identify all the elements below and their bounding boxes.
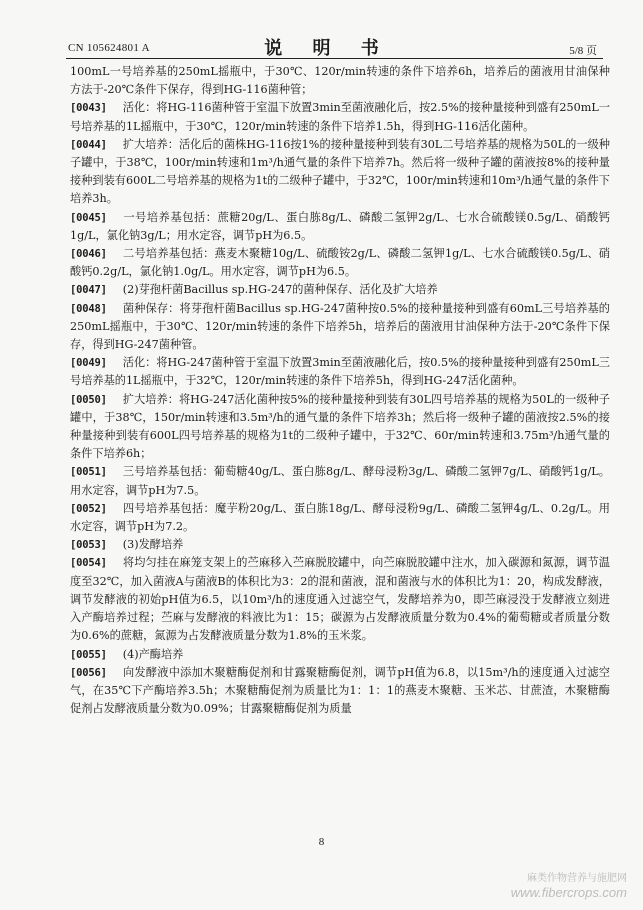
paragraph-number: [0043] [70,102,107,115]
document-title: 说 明 书 [264,38,391,59]
paragraph-text: 三号培养基包括：葡萄糖40g/L、蛋白胨8g/L、酵母浸粉3g/L、磷酸二氢钾7g/L、硝酸钙1g/L。用水定容，调节pH为7.5。 [70,465,610,497]
paragraph-number: [0049] [70,357,107,370]
paragraph [70,245,610,281]
paragraph-number: [0054] [70,557,107,570]
paragraph [70,136,610,209]
paragraph-text: (3)发酵培养 [122,538,184,552]
paragraph-number: [0053] [70,539,107,552]
paragraph [70,391,610,464]
paragraph-number: [0056] [70,666,107,679]
paragraph [70,300,610,355]
paragraph-text: 二号培养基包括：燕麦木聚糖10g/L、硫酸铵2g/L、磷酸二氢钾1g/L、七水合硫酸镁0.5g/L、硝酸钙0.2g/L，氯化钠1.0g/L。用水定容，调节pH为6.5。 [70,247,610,279]
watermark-url: www.fibercrops.com [510,885,627,900]
paragraph-text: 四号培养基包括：魔芋粉20g/L、蛋白胨18g/L、酵母浸粉9g/L、磷酸二氢钾4g/L、0.2g/L。用水定容，调节pH为7.2。 [70,501,610,534]
paragraph-text: 扩大培养：将HG-247活化菌种按5%的接种量接种到装有30L四号培养基的规格为50L的一级种子罐中，于38℃，150r/min转速和3.5m³/h的通气量的条件下培养3h；然后将一级种子罐的菌液按2.5%的接种量接种到装有600L四号培养基的规格为1t的二级种子罐中，于32℃、60r/min转速和3.75m³/h通气量的条件下培养6h； [70,392,610,461]
watermark [511,872,627,900]
header-divider [66,58,603,59]
paragraph [70,500,610,536]
paragraph-text: 向发酵液中添加木聚糖酶促剂和甘露聚糖酶促剂，调节pH值为6.8，以15m³/h的速度通入过滤空气，在35℃下产酶培养3.5h；木聚糖酶促剂为质量比为1：1：1的燕麦木聚糖、玉米芯、甘蔗渣，木聚糖酶促剂占发酵液质量分数为0.09%；甘露聚糖酶促剂为质量 [70,665,610,716]
page-header [0,0,643,60]
paragraph-text: 一号培养基包括：蔗糖20g/L、蛋白胨8g/L、磷酸二氢钾2g/L、七水合硫酸镁0.5g/L、硝酸钙1g/L，氯化钠3g/L；用水定容，调节pH为6.5。 [70,210,610,242]
paragraph [70,99,610,135]
paragraph-number: [0048] [70,302,107,315]
paragraph [70,554,610,645]
paragraph-text: 扩大培养：活化后的菌株HG-116按1%的接种量接种到装有30L二号培养基的规格为50L的一级种子罐中，于38℃，100r/min转速和1m³/h通气量的条件下培养7h。然后将一级种子罐的菌液按8%的接种量接种到装有600L二号培养基的规格为1t的二级种子罐中，于32℃，100r/min转速和10m³/h通气量的条件下培养3h。 [70,137,610,206]
paragraph-number: [0046] [70,248,107,261]
watermark-text: 麻类作物营养与施肥网 [527,873,627,884]
paragraph [70,646,610,664]
patent-number: CN 105624801 A [68,42,150,54]
paragraph [70,536,610,554]
page-number: 8 [318,836,325,848]
paragraph-number: [0052] [70,502,107,515]
paragraph-number: [0044] [70,138,107,151]
paragraph [70,281,610,299]
paragraph-number: [0050] [70,393,107,406]
paragraph [70,664,610,719]
document-body [70,63,610,718]
paragraph-text: (4)产酶培养 [122,647,184,661]
paragraph-number: [0055] [70,648,107,661]
page-indicator: 5/8 页 [569,45,597,57]
paragraph-text: 菌种保存：将芽孢杆菌Bacillus sp.HG-247菌种按0.5%的接种量接种到盛有60mL三号培养基的250mL摇瓶中，于30℃、120r/min转速的条件下培养5h，培养后的菌液用甘油保种方法于-20℃条件下保存，得到HG-247菌种管。 [70,301,610,352]
paragraph [70,354,610,390]
paragraph-number: [0045] [70,211,107,224]
paragraph-text: 将均匀挂在麻笼支架上的苎麻移入苎麻脱胶罐中，向苎麻脱胶罐中注水，加入碳源和氮源，调节温度至32℃，加入菌液A与菌液B的体积比为3：2的混和菌液，混和菌液与水的体积比为1：20，构成发酵液，调节发酵液的初始pH值为6.5，以10m³/h的速度通入过滤空气，发酵培养为0，即苎麻浸没于发酵液立刻进入产酶培养过程；苎麻与发酵液的料液比为1：15；碳源为占发酵液质量分数为0.4%的葡萄糖或者质量分数为0.6%的蔗糖，氮源为占发酵液质量分数为1.8%的玉米浆。 [70,556,610,643]
paragraph [70,209,610,245]
paragraph [70,63,610,99]
paragraph-text: 活化：将HG-116菌种管于室温下放置3min至菌液融化后，按2.5%的接种量接种到盛有250mL一号培养基的1L摇瓶中，于30℃，120r/min转速的条件下培养1.5h，得到HG-116活化菌种。 [70,101,610,133]
paragraph-text: 100mL一号培养基的250mL摇瓶中，于30℃、120r/min转速的条件下培养6h，培养后的菌液用甘油保种方法于-20℃条件下保存，得到HG-116菌种管； [70,65,610,97]
paragraph-text: 活化：将HG-247菌种管于室温下放置3min至菌液融化后，按0.5%的接种量接种到盛有250mL三号培养基的1L摇瓶中，于32℃，120r/min转速的条件下培养5h，得到HG-247活化菌种。 [70,356,610,388]
paragraph-number: [0051] [70,466,107,479]
paragraph-text: (2)芽孢杆菌Bacillus sp.HG-247的菌种保存、活化及扩大培养 [122,283,438,297]
paragraph-number: [0047] [70,284,107,297]
paragraph [70,463,610,499]
